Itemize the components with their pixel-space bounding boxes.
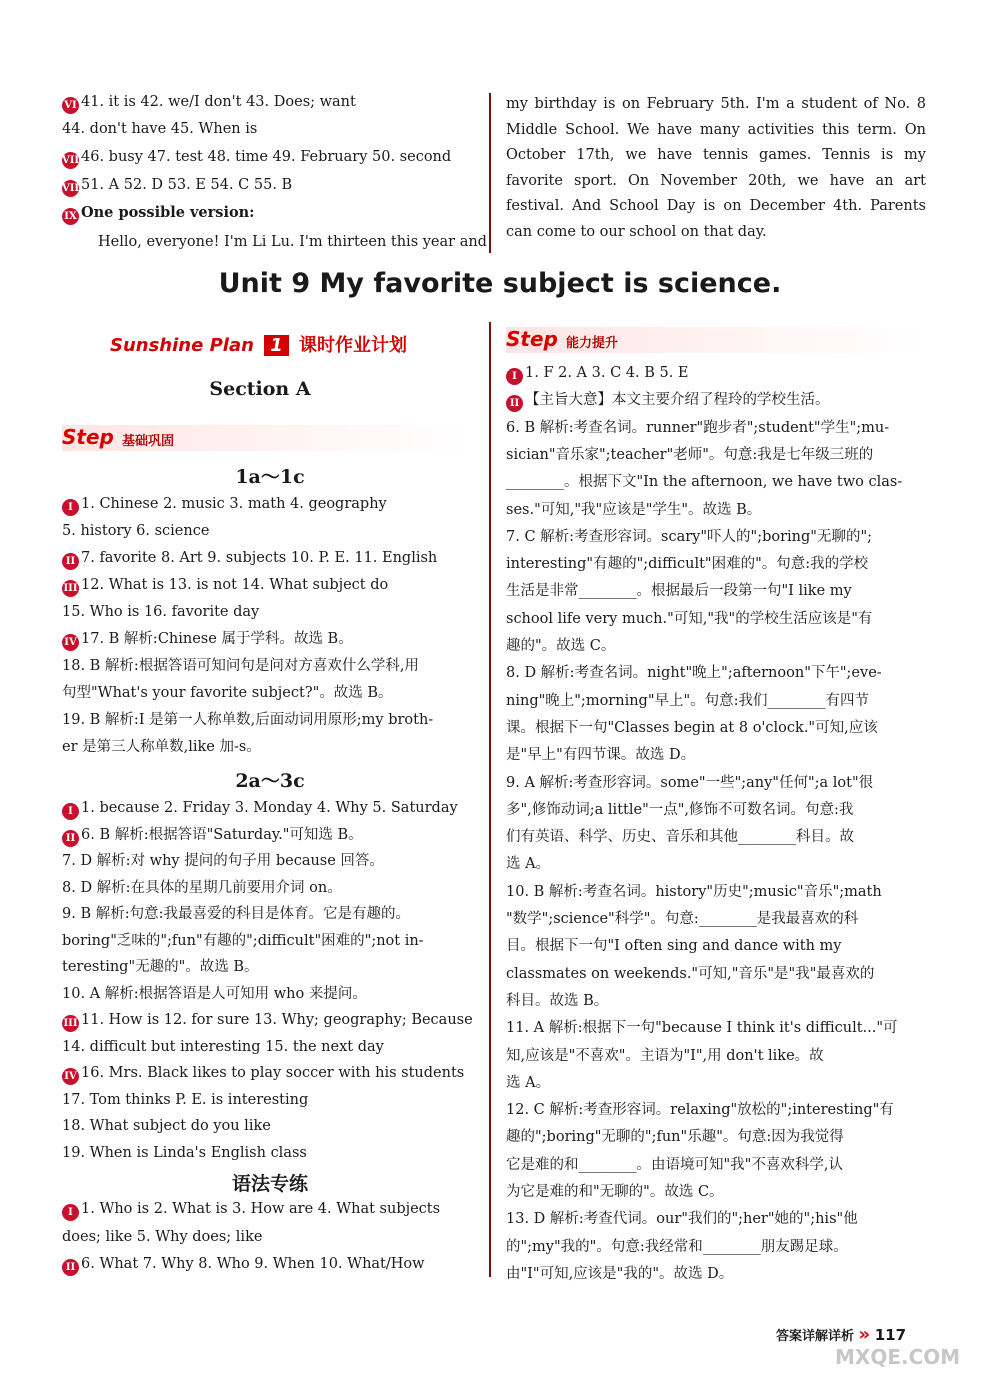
answer-line [62, 851, 384, 871]
answer-line [506, 1182, 724, 1202]
answer-line [62, 1010, 473, 1032]
answer-text: 是"早上"有四节课。故选 D。 [506, 747, 696, 764]
answer-line [62, 904, 410, 924]
answer-text: ses."可知,"我"应该是"学生"。故选 B。 [506, 501, 762, 518]
answer-text: 们有英语、科学、历史、音乐和其他________科目。故 [506, 829, 854, 846]
roman-numeral-badge: IV [62, 634, 79, 651]
roman-numeral-badge: IV [62, 1068, 79, 1085]
answer-line [506, 936, 841, 956]
answer-line [506, 718, 878, 738]
column-divider-main [489, 322, 491, 1277]
answer-text: 17. Tom thinks P. E. is interesting [62, 1091, 309, 1108]
answer-line [506, 527, 872, 547]
roman-numeral-badge: III [62, 580, 79, 597]
answer-line [506, 800, 853, 820]
answer-line [506, 418, 889, 438]
sunshine-plan-header [110, 331, 407, 357]
answer-text: 1. Who is 2. What is 3. How are 4. What subjects [81, 1201, 441, 1217]
answer-text: 13. D 解析:考查代词。our"我们的";her"她的";his"他 [506, 1211, 858, 1228]
answer-line [62, 825, 363, 847]
answer-text: One possible version: [81, 204, 255, 221]
answer-line [506, 909, 858, 929]
answer-text: 10. B 解析:考查名词。history"历史";music"音乐";math [506, 883, 882, 900]
answer-line [506, 1209, 858, 1229]
part-2a-3c: 2a～3c [235, 770, 305, 792]
answer-text: 课。根据下一句"Classes begin at 8 o'clock."可知,应该 [506, 719, 878, 736]
answer-text: 44. don't have 45. When is [62, 121, 258, 137]
answer-line [506, 882, 882, 902]
top-right-paragraph: my birthday is on February 5th. I'm a student of No. 8 Middle School. We have many activities this term. On October 17th, we have tennis games. Tennis is my favorite sport. On November 20th, we have an art festival. And School Day is on December 4th. Parents can come to our school on that day. [506, 96, 926, 240]
roman-numeral-badge: VIII [62, 180, 79, 197]
answer-text: 【主旨大意】本文主要介绍了程玲的学校生活。 [525, 392, 830, 409]
answer-text: 生活是非常________。根据最后一段第一句"I like my [506, 583, 852, 600]
answer-line [506, 964, 874, 984]
answer-text: 18. What subject do you like [62, 1118, 271, 1134]
roman-numeral-badge: VII [62, 152, 79, 169]
answer-line [506, 636, 615, 656]
answer-line [62, 521, 209, 541]
answer-text: 6. B 解析:根据答语"Saturday."可知选 B。 [81, 826, 363, 843]
answer-text: 46. busy 47. test 48. time 49. February 50. second [81, 149, 452, 165]
answer-text: 19. When is Linda's English class [62, 1144, 307, 1161]
answer-line [506, 1018, 898, 1038]
answer-line [506, 745, 695, 765]
answer-line [506, 991, 608, 1011]
answer-text: 选 A。 [506, 1074, 551, 1091]
answer-text: 16. Mrs. Black likes to play soccer with his students [81, 1065, 465, 1081]
answer-line [62, 1254, 425, 1276]
answer-line [62, 1116, 271, 1136]
page-number: 117 [874, 1326, 907, 1344]
answer-line [62, 548, 437, 570]
answer-line [62, 1199, 440, 1221]
answer-line [506, 1100, 894, 1120]
part-1a-1c: 1a～1c [235, 466, 305, 488]
answer-text: 7. D 解析:对 why 提问的句子用 because 回答。 [62, 853, 384, 869]
answer-text: 7. C 解析:考查形容词。scary"吓人的";boring"无聊的"; [506, 528, 873, 545]
answer-line [506, 581, 852, 601]
answer-line [506, 363, 689, 385]
answer-text: Hello, everyone! I'm Li Lu. I'm thirteen this year and [98, 234, 487, 250]
step-basic-header [62, 425, 472, 451]
answer-text: 它是难的和________。由语境可知"我"不喜欢科学,认 [506, 1156, 843, 1173]
answer-text: 多",修饰动词;a little"一点",修饰不可数名词。句意:我 [506, 801, 854, 818]
answer-text: 选 A。 [506, 856, 551, 873]
roman-numeral-badge: VI [62, 97, 79, 114]
sunshine-plan-sub: 课时作业计划 [299, 335, 407, 356]
answer-text: 6. B 解析:考查名词。runner"跑步者";student"学生";mu- [506, 419, 890, 436]
top-answer-line [62, 119, 257, 139]
sunshine-plan-label: Sunshine Plan [110, 335, 254, 356]
step-word-left: Step [62, 425, 114, 449]
roman-numeral-badge: I [62, 499, 79, 516]
answer-text: 12. C 解析:考查形容词。relaxing"放松的";interesting"有 [506, 1102, 894, 1119]
answer-line [506, 1237, 848, 1257]
answer-text: 10. A 解析:根据答语是人可知用 who 来提问。 [62, 985, 367, 1002]
answer-line [506, 854, 550, 874]
answer-text: classmates on weekends."可知,"音乐"是"我"最喜欢的 [506, 965, 875, 982]
answer-text: boring"乏味的";fun"有趣的";difficult"困难的";not in- [62, 932, 424, 949]
answer-line [62, 656, 419, 676]
footer-label: 答案详解详析 [776, 1329, 855, 1344]
top-answer-line [62, 147, 451, 169]
answer-text: 1. because 2. Friday 3. Monday 4. Why 5. Saturday [81, 800, 458, 816]
roman-numeral-badge: II [506, 395, 523, 412]
answer-line [62, 629, 353, 651]
answer-text: 5. history 6. science [62, 523, 210, 539]
answer-line [506, 663, 882, 683]
watermark: MXQE.COM [835, 1345, 961, 1369]
answer-line [62, 931, 424, 951]
answer-line [62, 602, 259, 622]
answer-line [62, 575, 388, 597]
answer-line [62, 683, 393, 703]
step-sub-right: 能力提升 [566, 336, 619, 351]
answer-text: 41. it is 42. we/I don't 43. Does; want [81, 94, 356, 110]
answer-text: does; like 5. Why does; like [62, 1228, 263, 1245]
roman-numeral-badge: I [506, 368, 523, 385]
answer-line [62, 1063, 464, 1085]
unit-title: Unit 9 My favorite subject is science. [218, 268, 782, 299]
answer-text: 6. What 7. Why 8. Who 9. When 10. What/How [81, 1256, 425, 1272]
answer-text: 15. Who is 16. favorite day [62, 604, 260, 620]
answer-text: 8. D 解析:在具体的星期几前要用介词 on。 [62, 879, 342, 896]
answer-text: 18. B 解析:根据答语可知问句是问对方喜欢什么学科,用 [62, 658, 419, 674]
section-title: Section A [209, 378, 311, 400]
answer-text: 11. A 解析:根据下一句"because I think it's difficult..."可 [506, 1020, 898, 1037]
answer-text: 9. B 解析:句意:我最喜爱的科目是体育。它是有趣的。 [62, 906, 410, 922]
answer-text: school life very much."可知,"我"的学校生活应该是"有 [506, 610, 873, 627]
answer-line [506, 827, 854, 847]
step-word-right: Step [506, 327, 558, 351]
answer-text: 句型"What's your favorite subject?"。故选 B。 [62, 685, 393, 701]
answer-line [506, 773, 873, 793]
answer-text: 19. B 解析:I 是第一人称单数,后面动词用原形;my broth- [62, 712, 434, 728]
top-answer-line [98, 232, 487, 252]
footer-arrow-icon: » [858, 1324, 871, 1345]
answer-text: interesting"有趣的";difficult"困难的"。句意:我的学校 [506, 556, 869, 573]
roman-numeral-badge: III [62, 1015, 79, 1032]
step-sub-left: 基础巩固 [122, 434, 175, 449]
answer-text: 目。根据下一句"I often sing and dance with my [506, 938, 842, 955]
answer-line [506, 1155, 843, 1175]
answer-text: 11. How is 12. for sure 13. Why; geography; Because [81, 1012, 473, 1028]
roman-numeral-badge: I [62, 803, 79, 820]
answer-line [506, 609, 872, 629]
roman-numeral-badge: II [62, 1259, 79, 1276]
column-divider-top [489, 93, 491, 253]
answer-text: 趣的"。故选 C。 [506, 638, 616, 654]
sunshine-plan-number: 1 [264, 335, 289, 356]
top-answer-line [62, 203, 255, 225]
answer-line [62, 1037, 384, 1057]
answer-line [506, 500, 761, 520]
roman-numeral-badge: IX [62, 208, 79, 225]
answer-line [62, 798, 458, 820]
answer-text: "数学";science"科学"。句意:________是我最喜欢的科 [506, 911, 859, 927]
answer-line [506, 1264, 733, 1284]
answer-line [506, 691, 869, 711]
answer-line [62, 878, 342, 898]
step-ability-header [506, 327, 926, 353]
answer-line [506, 1073, 550, 1093]
answer-text: ________。根据下文"In the afternoon, we have two clas- [506, 474, 903, 491]
answer-line [62, 1227, 262, 1247]
answer-line [62, 1143, 307, 1163]
answer-line [506, 554, 868, 574]
answer-text: 12. What is 13. is not 14. What subject do [81, 577, 389, 593]
answer-text: 17. B 解析:Chinese 属于学科。故选 B。 [81, 631, 353, 647]
roman-numeral-badge: II [62, 553, 79, 570]
answer-text: 8. D 解析:考查名词。night"晚上";afternoon"下午";eve- [506, 665, 882, 682]
top-answer-line [62, 92, 356, 114]
answer-line [506, 445, 873, 465]
answer-text: 由"I"可知,应该是"我的"。故选 D。 [506, 1265, 734, 1282]
answer-line [62, 710, 433, 730]
answer-text: 的";my"我的"。句意:我经常和________朋友踢足球。 [506, 1238, 848, 1255]
answer-line [62, 957, 259, 977]
answer-line [62, 1090, 308, 1110]
answer-line [506, 1046, 824, 1066]
answer-line [506, 1127, 844, 1147]
answer-line [506, 390, 830, 412]
answer-text: 14. difficult but interesting 15. the next day [62, 1038, 384, 1055]
answer-text: sician"音乐家";teacher"老师"。句意:我是七年级三班的 [506, 446, 874, 463]
answer-text: ning"晚上";morning"早上"。句意:我们________有四节 [506, 692, 870, 709]
answer-text: 1. F 2. A 3. C 4. B 5. E [525, 365, 689, 381]
answer-text: 7. favorite 8. Art 9. subjects 10. P. E. 11. English [81, 550, 438, 566]
answer-text: 9. A 解析:考查形容词。some"一些";any"任何";a lot"很 [506, 774, 874, 791]
answer-text: 知,应该是"不喜欢"。主语为"I",用 don't like。故 [506, 1047, 824, 1064]
answer-line [62, 737, 261, 757]
roman-numeral-badge: I [62, 1204, 79, 1221]
top-answer-line [62, 175, 292, 197]
answer-line [62, 984, 367, 1004]
answer-text: 趣的";boring"无聊的";fun"乐趣"。句意:因为我觉得 [506, 1129, 844, 1146]
answer-text: 科目。故选 B。 [506, 992, 609, 1009]
footer [776, 1324, 906, 1345]
roman-numeral-badge: II [62, 830, 79, 847]
part-grammar: 语法专练 [231, 1173, 308, 1195]
answer-line [506, 472, 902, 492]
answer-text: teresting"无趣的"。故选 B。 [62, 959, 259, 975]
answer-text: 51. A 52. D 53. E 54. C 55. B [81, 177, 293, 193]
answer-text: er 是第三人称单数,like 加-s。 [62, 739, 261, 755]
answer-text: 1. Chinese 2. music 3. math 4. geography [81, 496, 387, 512]
answer-line [62, 494, 387, 516]
answer-text: 为它是难的和"无聊的"。故选 C。 [506, 1184, 724, 1200]
